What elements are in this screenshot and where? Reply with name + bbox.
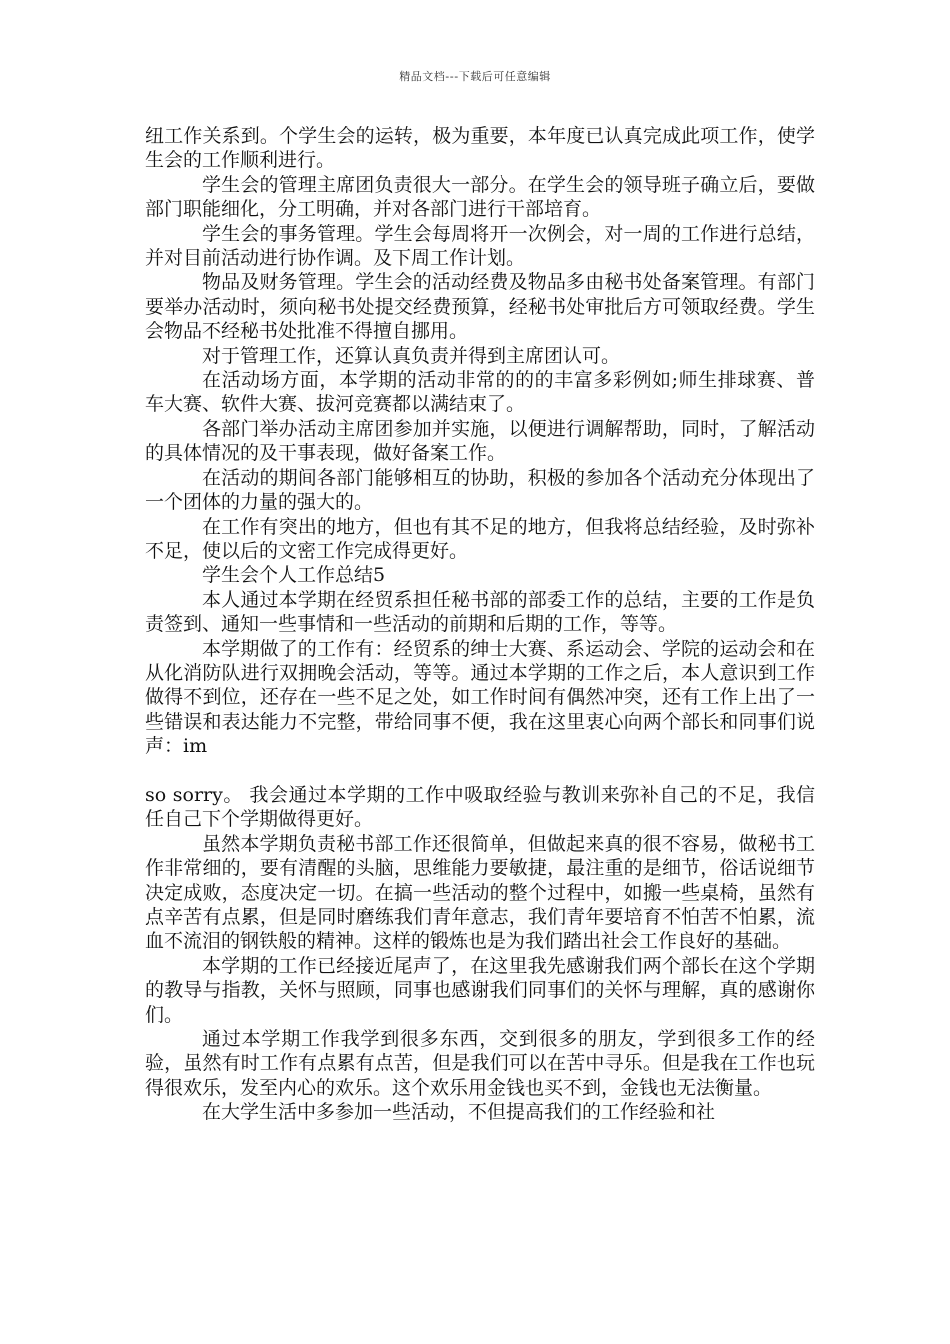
paragraph-2: 学生会的管理主席团负责很大一部分。在学生会的领导班子确立后，要做部门职能细化，分工明确，并对各部门进行干部培育。: [145, 173, 815, 221]
paragraph-11: 本学期做了的工作有：经贸系的绅士大赛、系运动会、学院的运动会和在从化消防队进行双拥晚会活动，等等。通过本学期的工作之后，本人意识到工作做得不到位，还存在一些不足之处，如工作时间有偶然冲突，还有工作上出了一些错误和表达能力不完整，带给同事不便，我在这里衷心向两个部长和同事们说声：im: [145, 637, 815, 758]
paragraph-12: so sorry。 我会通过本学期的工作中吸取经验与教训来弥补自己的不足，我信任自己下个学期做得更好。: [145, 783, 815, 831]
paragraph-15: 通过本学期工作我学到很多东西，交到很多的朋友，学到很多工作的经验，虽然有时工作有点累有点苦，但是我们可以在苦中寻乐。但是我在工作也玩得很欢乐，发至内心的欢乐。这个欢乐用金钱也买不到，金钱也无法衡量。: [145, 1028, 815, 1099]
page-header: 精品文档---下载后可任意编辑: [399, 70, 551, 83]
document-body: [145, 124, 815, 1125]
paragraph-5: 对于管理工作，还算认真负责并得到主席团认可。: [202, 344, 621, 367]
paragraph-3: 学生会的事务管理。学生会每周将开一次例会，对一周的工作进行总结，并对目前活动进行协作调。及下周工作计划。: [145, 222, 815, 270]
paragraph-16: 在大学生活中多参加一些活动，不但提高我们的工作经验和社: [202, 1101, 716, 1124]
paragraph-10: 本人通过本学期在经贸系担任秘书部的部委工作的总结，主要的工作是负责签到、通知一些事情和一些活动的前期和后期的工作，等等。: [145, 588, 815, 636]
paragraph-13: 虽然本学期负责秘书部工作还很简单，但做起来真的很不容易，做秘书工作非常细的，要有清醒的头脑，思维能力要敏捷，最注重的是细节，俗话说细节决定成败，态度决定一切。在搞一些活动的整个过程中，如搬一些桌椅，虽然有点辛苦有点累，但是同时磨练我们青年意志，我们青年要培育不怕苦不怕累，流血不流泪的钢铁般的精神。这样的锻炼也是为我们踏出社会工作良好的基础。: [145, 832, 815, 953]
paragraph-14: 本学期的工作已经接近尾声了，在这里我先感谢我们两个部长在这个学期的教导与指教，关怀与照顾，同事也感谢我们同事们的关怀与理解，真的感谢你们。: [145, 954, 815, 1026]
paragraph-8: 在活动的期间各部门能够相互的协助，积极的参加各个活动充分体现出了一个团体的力量的强大的。: [145, 466, 815, 514]
paragraph-7: 各部门举办活动主席团参加并实施，以便进行调解帮助，同时，了解活动的具体情况的及干事表现，做好备案工作。: [145, 417, 815, 465]
paragraph-6: 在活动场方面，本学期的活动非常的的的丰富多彩例如;师生排球赛、普车大赛、软件大赛、拔河竞赛都以满结束了。: [145, 369, 815, 416]
paragraph-4: 物品及财务管理。学生会的活动经费及物品多由秘书处备案管理。有部门要举办活动时，须向秘书处提交经费预算，经秘书处审批后方可领取经费。学生会物品不经秘书处批准不得擅自挪用。: [145, 271, 815, 343]
paragraph-9: 在工作有突出的地方，但也有其不足的地方，但我将总结经验，及时弥补不足，使以后的文密工作完成得更好。: [145, 515, 815, 562]
section-heading: 学生会个人工作总结5: [202, 564, 386, 587]
paragraph-1: 纽工作关系到。个学生会的运转，极为重要，本年度已认真完成此项工作，使学生会的工作顺利进行。: [145, 125, 815, 172]
